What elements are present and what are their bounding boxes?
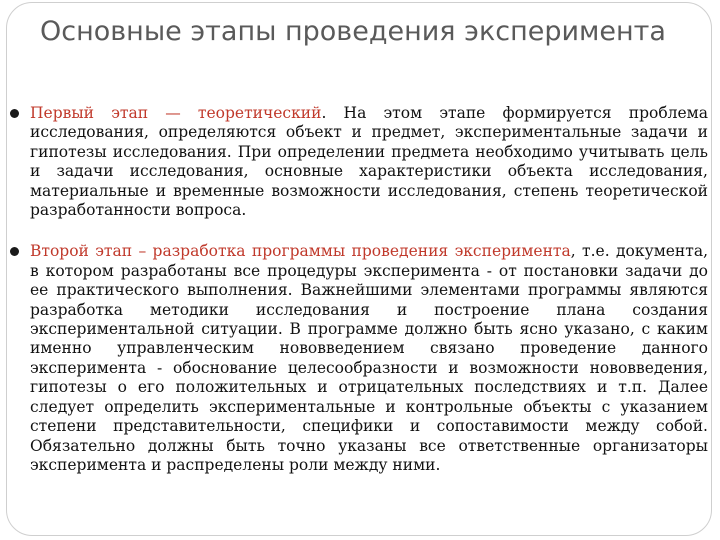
slide-content	[0, 104, 720, 475]
item-text: , т.е. документа, в котором разработаны все процедуры эксперимента - от постановки задачи до ее практического выполнения. Важнейшими элементами программы являются разработка методики исследования и построение плана создания экспериментальной ситуации. В программе должно быть ясно указано, с каким именно управленческим нововведением связано проведение данного эксперимента - обоснование целесообразности и возможности нововведения, гипотезы о его положительных и отрицательных последствиях и т.п. Далее следует определить экспериментальные и контрольные объекты с указанием степени представительности, специфики и сопоставимости между собой. Обязательно должны быть точно указаны все ответственные организаторы эксперимента и распределены роли между ними.	[30, 242, 708, 474]
bullet-icon	[10, 247, 19, 256]
item-lead: Первый этап — теоретический	[30, 104, 322, 122]
item-text: . На этом этапе формируется проблема исследования, определяются объект и предмет, экспериментальные задачи и гипотезы исследования. При определении предмета необходимо учитывать цель и задачи исследования, основные характеристики объекта исследования, материальные и временные возможности исследования, степень теоретической разработанности вопроса.	[30, 104, 708, 220]
slide-title: Основные этапы проведения эксперимента	[40, 16, 666, 47]
bullet-icon	[10, 109, 19, 118]
list-item	[0, 104, 708, 220]
item-lead: Второй этап – разработка программы проведения эксперимента	[30, 242, 571, 261]
list-item	[0, 242, 708, 475]
